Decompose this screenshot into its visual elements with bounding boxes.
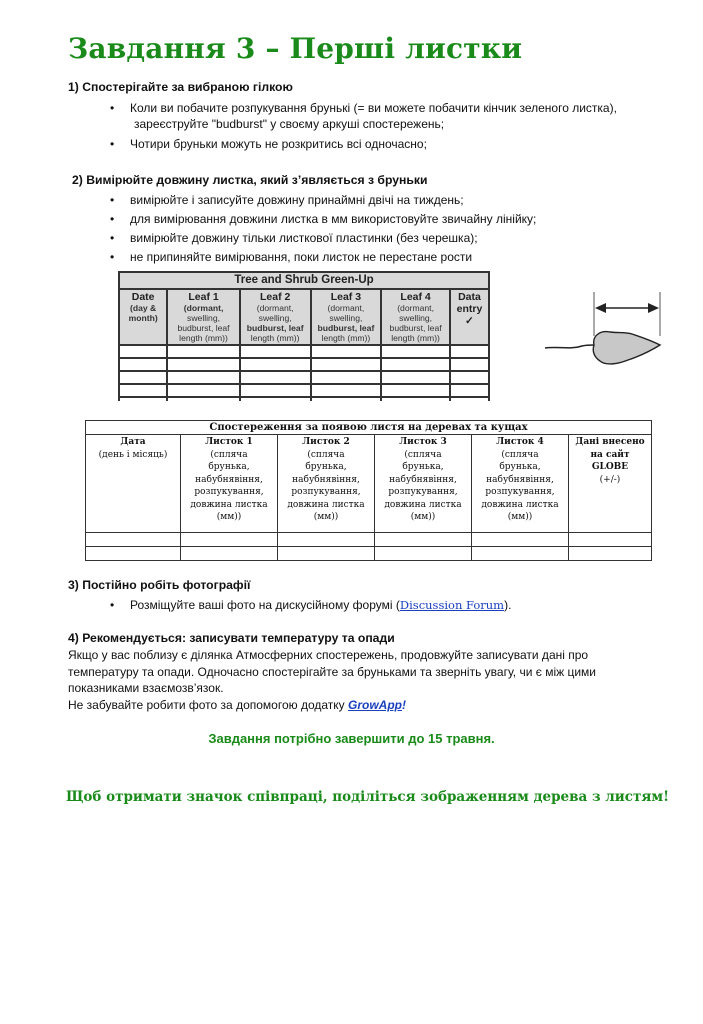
greenup-col-leaf-2: Leaf 2 (dormant, swelling, budburst, leaf length (mm)) bbox=[240, 289, 311, 345]
greenup-table-header bbox=[119, 289, 489, 345]
greenup-col-leaf-1: Leaf 1 (dormant, swelling, budburst, leaf length (mm)) bbox=[167, 289, 240, 345]
section-3-bullet: • Розміщуйте ваші фото на дискусійному форумі (Discussion Forum). bbox=[110, 598, 512, 612]
greenup-table-row bbox=[119, 358, 489, 371]
leaf-observation-table bbox=[85, 420, 652, 561]
greenup-table-row bbox=[119, 345, 489, 358]
bullet-icon: • bbox=[110, 137, 115, 151]
observation-table-header bbox=[86, 435, 652, 533]
observation-col-leaf-2: Листок 2 (спляча брунька, набубнявіння, розпукування, довжина листка (мм)) bbox=[278, 435, 375, 533]
greenup-table-row bbox=[119, 384, 489, 397]
section-2-heading: 2) Вимірюйте довжину листка, який з’являється з бруньки bbox=[72, 173, 428, 187]
section-1-heading: 1) Спостерігайте за вибраною гілкою bbox=[68, 80, 293, 94]
section-4-paragraph: Якщо у вас поблизу є ділянка Атмосферних спостережень, продовжуйте записувати дані про температуру та опади. Одночасно спостерігайте за бруньками та зверніть увагу, чи є між цими показниками взаємозв’язок. Не забувайте робити фото за допомогою додатку GrowApp! bbox=[68, 648, 596, 712]
section-2-bullet: • вимірюйте довжину тільки листкової пластинки (без черешка); bbox=[110, 231, 478, 245]
observation-col-leaf-4: Листок 4 (спляча брунька, набубнявіння, розпукування, довжина листка (мм)) bbox=[472, 435, 569, 533]
greenup-table-row bbox=[119, 371, 489, 384]
section-1-bullet-cont: зареєструйте "budburst" у своєму аркуші спостережень; bbox=[134, 117, 445, 131]
bullet-icon: • bbox=[110, 101, 115, 115]
section-1-bullet: • Коли ви побачите розпукування брунькі (= ви можете побачити кінчик зеленого листка), bbox=[110, 101, 617, 115]
bullet-icon: • bbox=[110, 212, 115, 226]
observation-col-leaf-3: Листок 3 (спляча брунька, набубнявіння, розпукування, довжина листка (мм)) bbox=[375, 435, 472, 533]
bullet-icon: • bbox=[110, 231, 115, 245]
bullet-icon: • bbox=[110, 598, 115, 612]
bullet-icon: • bbox=[110, 250, 115, 264]
section-3-heading: 3) Постійно робіть фотографії bbox=[68, 578, 251, 592]
section-4-heading: 4) Рекомендується: записувати температуру та опади bbox=[68, 631, 395, 645]
growapp-link[interactable]: GrowApp bbox=[348, 697, 402, 712]
observation-table-row bbox=[86, 547, 652, 561]
deadline-note: Завдання потрібно завершити до 15 травня. bbox=[208, 731, 495, 746]
section-2-bullet: • для вимірювання довжини листка в мм використовуйте звичайну лінійку; bbox=[110, 212, 537, 226]
section-2-bullet: • не припиняйте вимірювання, поки листок не перестане рости bbox=[110, 250, 473, 264]
greenup-table bbox=[118, 271, 490, 401]
discussion-forum-link[interactable]: Discussion Forum bbox=[399, 598, 505, 612]
checkmark-icon: ✓ bbox=[465, 315, 474, 327]
growapp-line: Не забувайте робити фото за допомогою додатку GrowApp! bbox=[68, 697, 406, 712]
badge-note: Щоб отримати значок співпраці, поділіться зображенням дерева з листям! bbox=[65, 789, 670, 805]
observation-table-row bbox=[86, 533, 652, 547]
page-title: Завдання 3 – Перші листки bbox=[68, 32, 523, 65]
observation-col-globe-entry: Дані внесено на сайт GLOBE (+/-) bbox=[569, 435, 652, 533]
observation-col-date: Дата (день і місяць) bbox=[86, 435, 181, 533]
greenup-col-date: Date (day & month) bbox=[119, 289, 167, 345]
greenup-col-leaf-3: Leaf 3 (dormant, swelling, budburst, leaf length (mm)) bbox=[311, 289, 382, 345]
observation-col-leaf-1: Листок 1 (спляча брунька, набубнявіння, розпукування, довжина листка (мм)) bbox=[181, 435, 278, 533]
greenup-col-leaf-4: Leaf 4 (dormant, swelling, budburst, leaf length (mm)) bbox=[381, 289, 450, 345]
greenup-table-row-cut bbox=[119, 397, 489, 401]
greenup-table-title: Tree and Shrub Green-Up bbox=[119, 272, 489, 289]
greenup-col-data-entry: Data entry ✓ bbox=[450, 289, 489, 345]
leaf-measure-icon bbox=[540, 288, 670, 368]
observation-table-title: Спостереження за появою листя на деревах та кущах bbox=[86, 421, 652, 435]
section-2-bullet: • вимірюйте і записуйте довжину принаймні двічі на тиждень; bbox=[110, 193, 464, 207]
bullet-icon: • bbox=[110, 193, 115, 207]
section-1-bullet: • Чотири бруньки можуть не розкритись всі одночасно; bbox=[110, 137, 427, 151]
